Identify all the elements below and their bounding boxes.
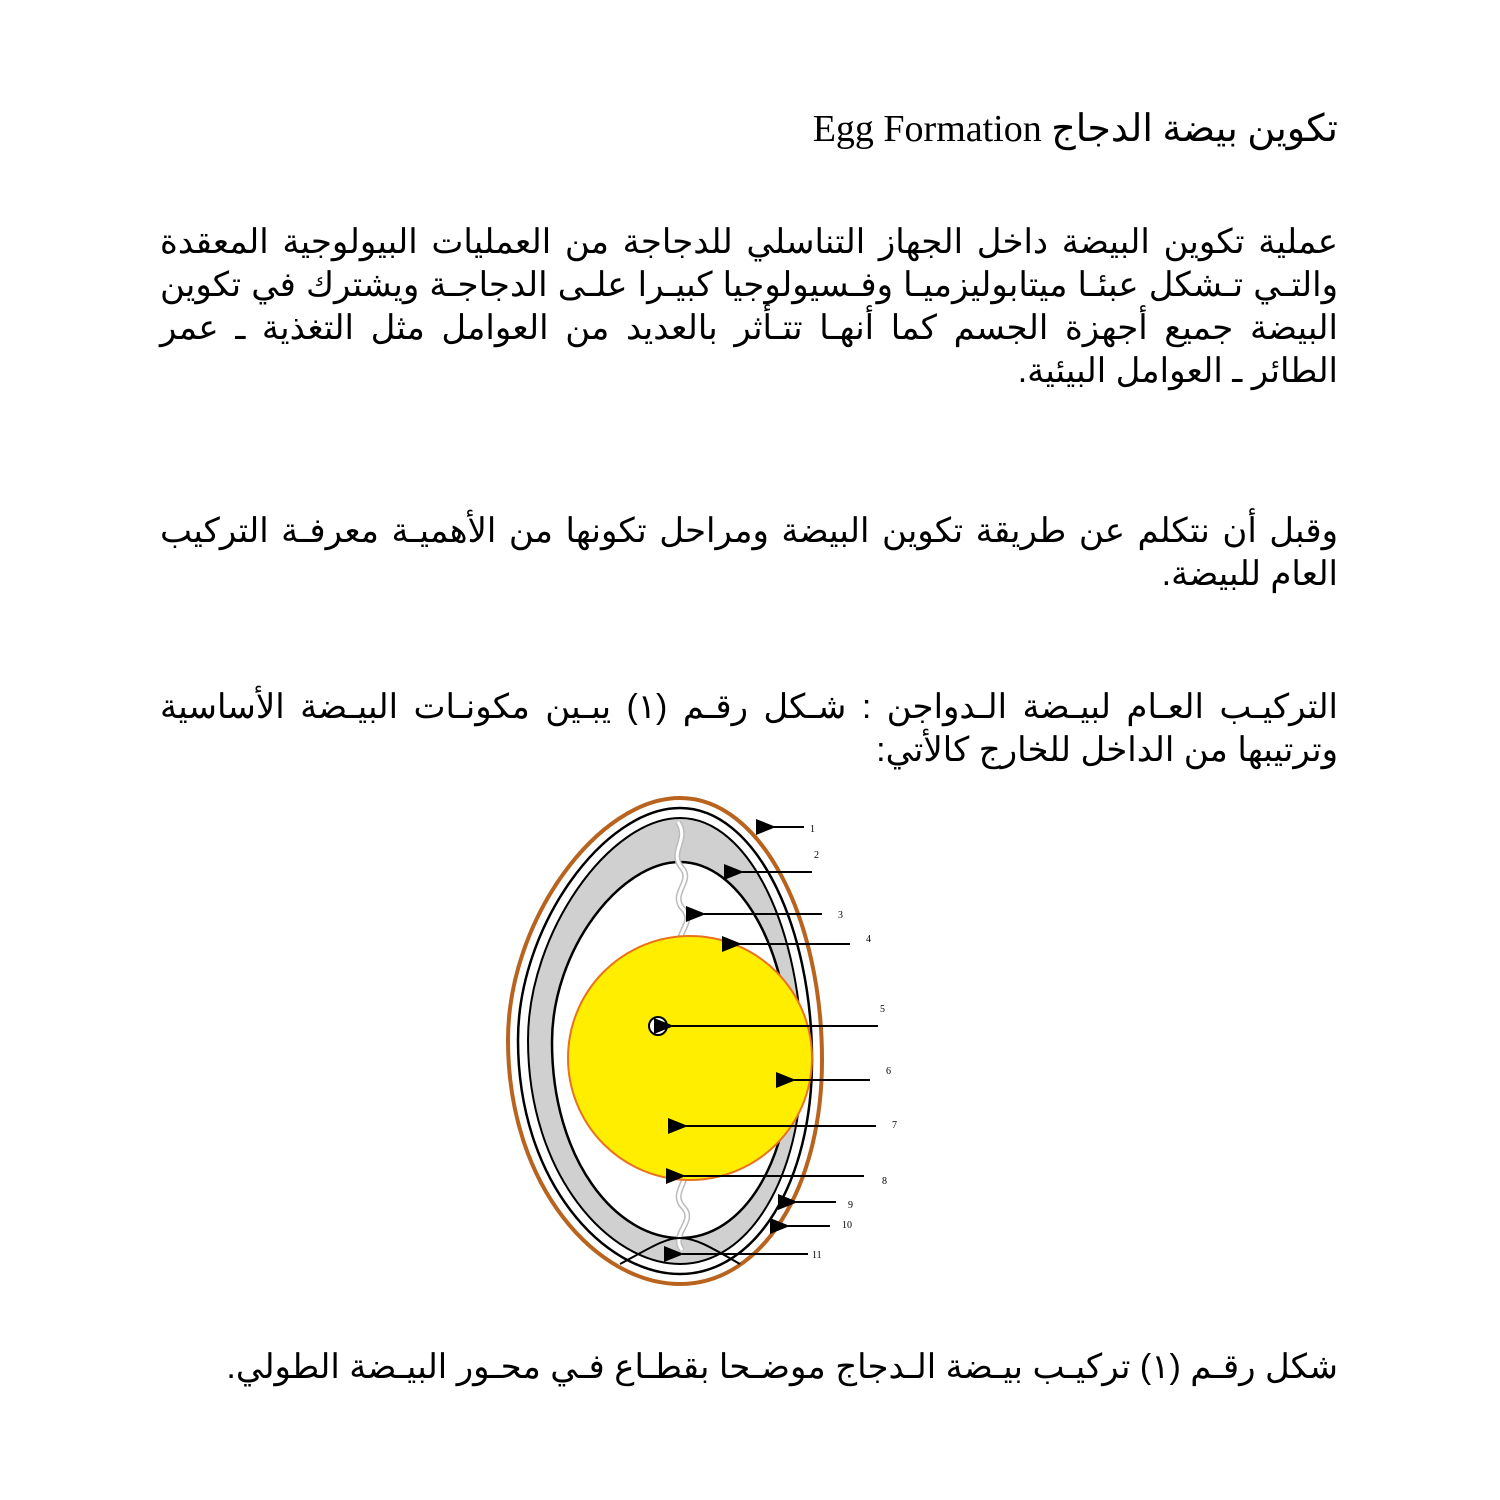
germinal-disc [649, 1017, 667, 1035]
label-2: 2 [814, 850, 819, 861]
document-title: تكوين بيضة الدجاج Egg Formation [812, 108, 1338, 150]
components-paragraph [160, 686, 1338, 772]
label-3: 3 [838, 910, 843, 921]
label-11: 11 [812, 1250, 822, 1261]
figure-caption [160, 1346, 1338, 1389]
intro-paragraph [160, 221, 1338, 393]
label-1: 1 [810, 824, 815, 835]
label-9: 9 [848, 1200, 853, 1211]
label-8: 8 [882, 1176, 887, 1187]
paragraph-text: التركيـب العـام لبيـضة الـدواجن : شـكل رقـم (١) يبـين مكونـات البيـضة الأساسية وترتيبها من الداخل للخارج كالأتي: [160, 688, 1339, 769]
label-10: 10 [842, 1220, 852, 1231]
paragraph-text: عملية تكوين البيضة داخل الجهاز التناسلي للدجاجة من العمليات البيولوجية المعقدة والتـي تـشكل عبئـا ميتابوليزميـا وفـسيولوجيا كبيـرا علـى الدجاجـة ويشترك في تكوين البيضة جميع أجهزة الجسم كما أنهـا تتـأثر بالعديد من العوامل مثل التغذية ـ عمر الطائر ـ العوامل البيئية. [160, 223, 1338, 390]
structure-intro-paragraph [160, 510, 1338, 596]
paragraph-text: وقبل أن نتكلم عن طريقة تكوين البيضة ومراحل تكونها من الأهميـة معرفـة التركيب العام للبيضة. [160, 512, 1338, 593]
egg-cross-section-figure [500, 790, 920, 1290]
label-7: 7 [892, 1120, 897, 1131]
yolk [568, 936, 812, 1180]
caption-text: شكل رقـم (١) تركيـب بيـضة الـدجاج موضـحا بقطـاع فـي محـور البيـضة الطولي. [226, 1348, 1338, 1386]
label-4: 4 [866, 934, 871, 945]
label-6: 6 [886, 1066, 891, 1077]
label-5: 5 [880, 1004, 885, 1015]
